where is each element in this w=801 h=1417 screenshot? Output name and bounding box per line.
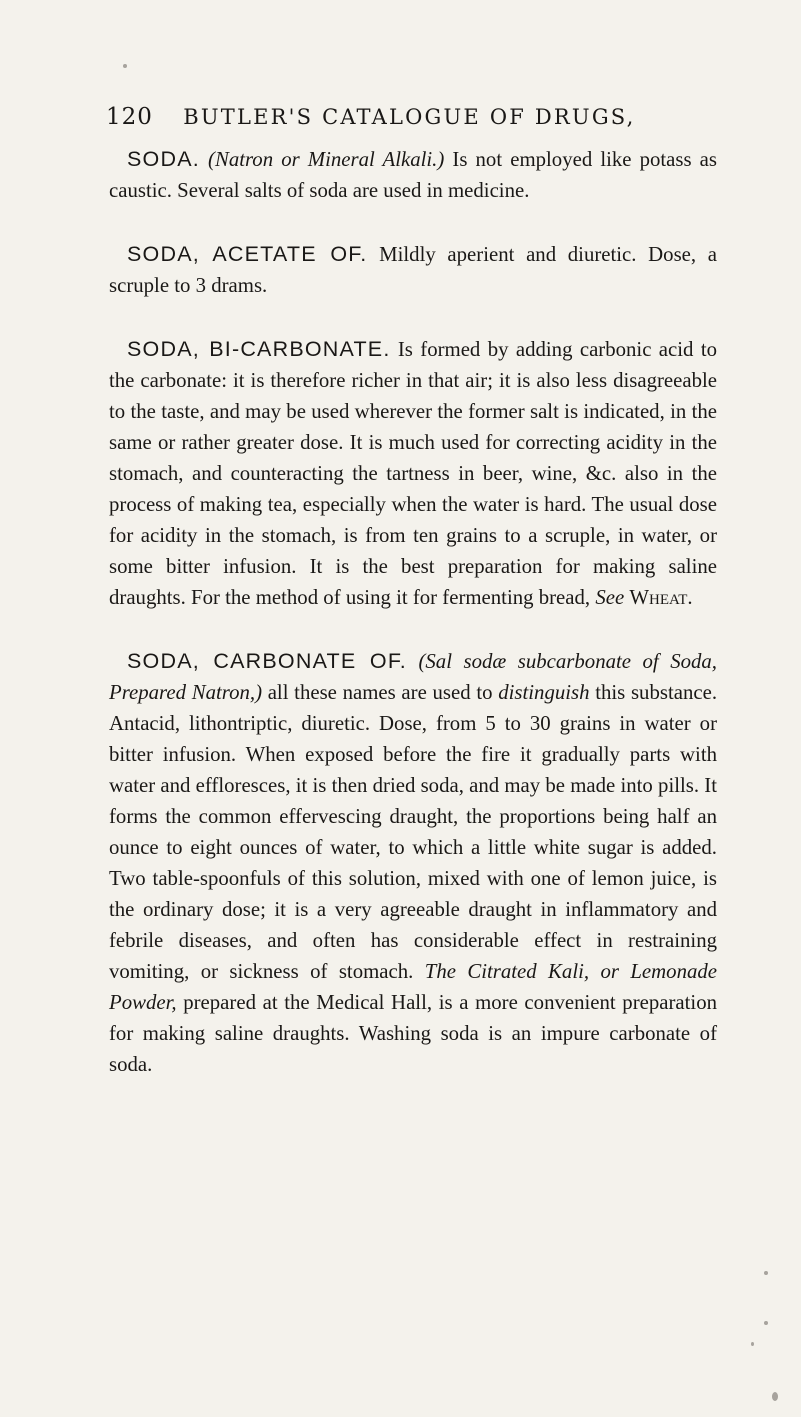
- cross-reference-target: Wheat.: [629, 586, 693, 609]
- entry-headword: SODA, ACETATE OF.: [127, 242, 368, 266]
- running-title: BUTLER'S CATALOGUE OF DRUGS,: [183, 105, 636, 129]
- page-number: 120: [106, 104, 153, 130]
- entry-description: Mildly aperient and diuretic. Dose, a scruple to 3 drams.: [109, 243, 718, 297]
- entry-description-continued: this substance. Antacid, lithontriptic, diuretic. Dose, from 5 to 30 grains in water or bitter infusion. When exposed before the fire it gradually parts with water and effloresces, it is then dried soda, and may be made into pills. It forms the common effervescing draught, the proportions being half an ounce to eight ounces of water, to which a little white sugar is added. Two table-spoonfuls of this solution, mixed with one of lemon juice, is the ordinary dose; it is a very agreeable draught in inflammatory and febrile diseases, and often has considerable effect in restraining vomiting, or sickness of stomach.: [109, 681, 718, 983]
- emphasized-word: distinguish: [498, 681, 590, 704]
- entry-soda: [109, 144, 717, 206]
- entry-description-end: prepared at the Medical Hall, is a more convenient preparation for making saline draughts. Washing soda is an impure carbonate of soda.: [109, 991, 718, 1076]
- entry-headword: SODA.: [127, 147, 200, 171]
- entry-soda-acetate: [109, 239, 717, 301]
- product-name: The Citrated Kali, or Lemonade Powder,: [109, 960, 717, 1014]
- entry-description: Is formed by adding carbonic acid to the carbonate: it is therefore richer in that air; it is also less disagreeable to the taste, and may be used wherever the former salt is indicated, in the same or rather greater dose. It is much used for correcting acidity in the stomach, and counteracting the tartness in beer, wine, &c. also in the process of making tea, especially when the water is hard. The usual dose for acidity in the stomach, is from ten grains to a scruple, in water, or some bitter infusion. It is the best preparation for making saline draughts. For the method of using it for fermenting bread,: [109, 338, 717, 609]
- entry-soda-bicarbonate: [109, 334, 717, 613]
- entry-headword: SODA, BI-CARBONATE.: [127, 337, 391, 361]
- catalogue-text: [109, 144, 717, 1080]
- page-blemish: [751, 1342, 754, 1346]
- entry-description: all these names are used to: [267, 681, 493, 704]
- page-blemish: [764, 1321, 768, 1325]
- page-blemish: [764, 1271, 768, 1275]
- page-blemish: [772, 1392, 778, 1401]
- entry-soda-carbonate: [109, 646, 717, 1080]
- cross-reference-label: See: [595, 586, 625, 609]
- page-blemish: [123, 64, 127, 68]
- entry-description: Is not employed like potass as caustic. Several salts of soda are used in medicine.: [109, 148, 718, 202]
- page-header: [106, 104, 726, 140]
- entry-synonym: (Natron or Mineral Alkali.): [208, 148, 445, 171]
- entry-synonym: (Sal sodæ subcarbonate of Soda, Prepared Natron,): [109, 650, 718, 704]
- entry-headword: SODA, CARBONATE OF.: [127, 649, 407, 673]
